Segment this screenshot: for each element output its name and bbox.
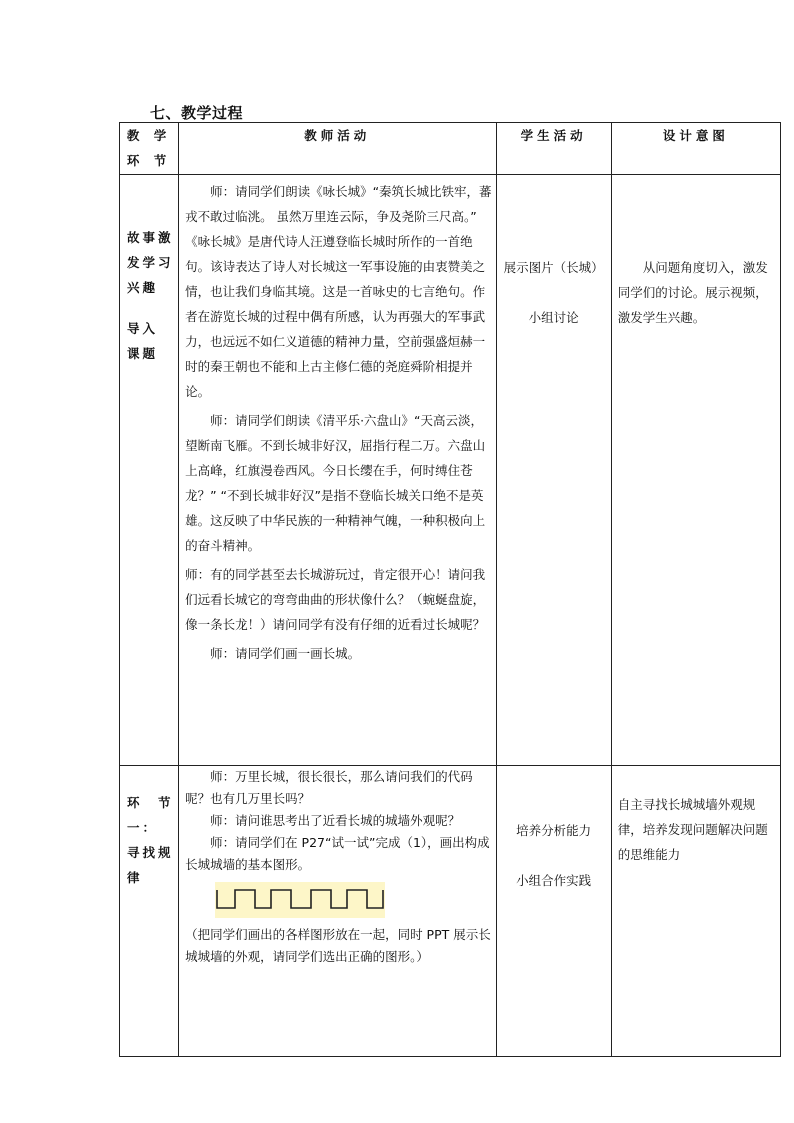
design-intent-cell (611, 175, 780, 766)
stage-line: 课题 (127, 346, 159, 361)
header-student: 学生活动 (496, 123, 611, 175)
header-stage-line-1: 教 学 (126, 128, 172, 143)
teaching-process-table (119, 122, 781, 1057)
stage-cell (120, 175, 179, 766)
teacher-note: （把同学们画出的各样图形放在一起，同时 PPT 展示长城城墙的外观，请同学们选出正确的图形。） (185, 927, 491, 964)
teacher-paragraph: 师：万里长城，很长很长，那么请问我们的代码呢？也有几万里长吗？ (185, 769, 473, 806)
header-stage (120, 123, 179, 175)
crenellated-wall-icon (215, 882, 385, 918)
teacher-activity-cell (179, 766, 496, 1057)
student-activity-cell (496, 175, 611, 766)
teacher-paragraph: 师：请同学们朗读《清平乐·六盘山》“天高云淡，望断南飞雁。不到长城非好汉，屈指行程二万。六盘山上高峰，红旗漫卷西风。今日长缨在手，何时缚住苍龙？” “不到长城非好汉”是指不登临长城关口绝不是英雄。这反映了中华民族的一种精神气魄，一种积极向上的奋斗精神。 (185, 413, 486, 553)
student-activity: 小组合作实践 (516, 873, 592, 888)
student-activity: 小组讨论 (528, 310, 579, 325)
stage-line: 寻找规 (127, 845, 174, 860)
table-header-row (120, 123, 781, 175)
teacher-paragraph: 师：请问谁思考出了近看长城的城墙外观呢？ (210, 813, 461, 828)
stage-line: 发学习 (127, 255, 174, 270)
stage-line: 环 节 (127, 795, 174, 810)
stage-cell (120, 766, 179, 1057)
student-activity: 培养分析能力 (516, 823, 592, 838)
section-title: 七、教学过程 (150, 104, 244, 122)
table-row (120, 175, 781, 766)
student-activity-cell (496, 766, 611, 1057)
header-stage-line-2: 环 节 (126, 153, 172, 168)
student-activity: 展示图片（长城） (503, 260, 604, 275)
stage-line: 律 (127, 870, 143, 885)
teacher-paragraph: 师：有的同学甚至去长城游玩过，肯定很开心！请问我们远看长城它的弯弯曲曲的形状像什么？（蜿蜒盘旋，像一条长龙！）请问同学有没有仔细的近看过长城呢？ (185, 567, 486, 632)
header-teacher: 教师活动 (179, 123, 496, 175)
stage-line: 导入 (127, 321, 159, 336)
header-design: 设计意图 (611, 123, 780, 175)
design-intent: 自主寻找长城城墙外观规律，培养发现问题解决问题的思维能力 (617, 797, 768, 862)
teacher-paragraph: 师：请同学们在 P27“试一试”完成（1），画出构成长城城墙的基本图形。 (185, 835, 490, 872)
stage-line: 一： (127, 820, 159, 835)
teacher-paragraph: 师：请同学们画一画长城。 (210, 646, 361, 661)
teacher-paragraph: 师：请同学们朗读《咏长城》“秦筑长城比铁牢，蕃戎不敢过临洮。 虽然万里连云际，争及尧阶三尺高。” 《咏长城》是唐代诗人汪遵登临长城时所作的一首绝句。该诗表达了诗人对长城这一军事设施的由衷赞美之情，也让我们身临其境。这是一首咏史的七言绝句。作者在游览长城的过程中偶有所感，认为再强大的军事武力，也远远不如仁义道德的精神力量，空前强盛烜赫一时的秦王朝也不能和上古主修仁德的尧庭舜阶相提并论。 (185, 184, 492, 399)
design-intent: 从问题角度切入，激发同学们的讨论。展示视频，激发学生兴趣。 (617, 260, 768, 325)
design-intent-cell (611, 766, 780, 1057)
table-row (120, 766, 781, 1057)
stage-line: 兴趣 (127, 280, 159, 295)
stage-line: 故事激 (127, 230, 174, 245)
teacher-activity-cell (179, 175, 496, 766)
